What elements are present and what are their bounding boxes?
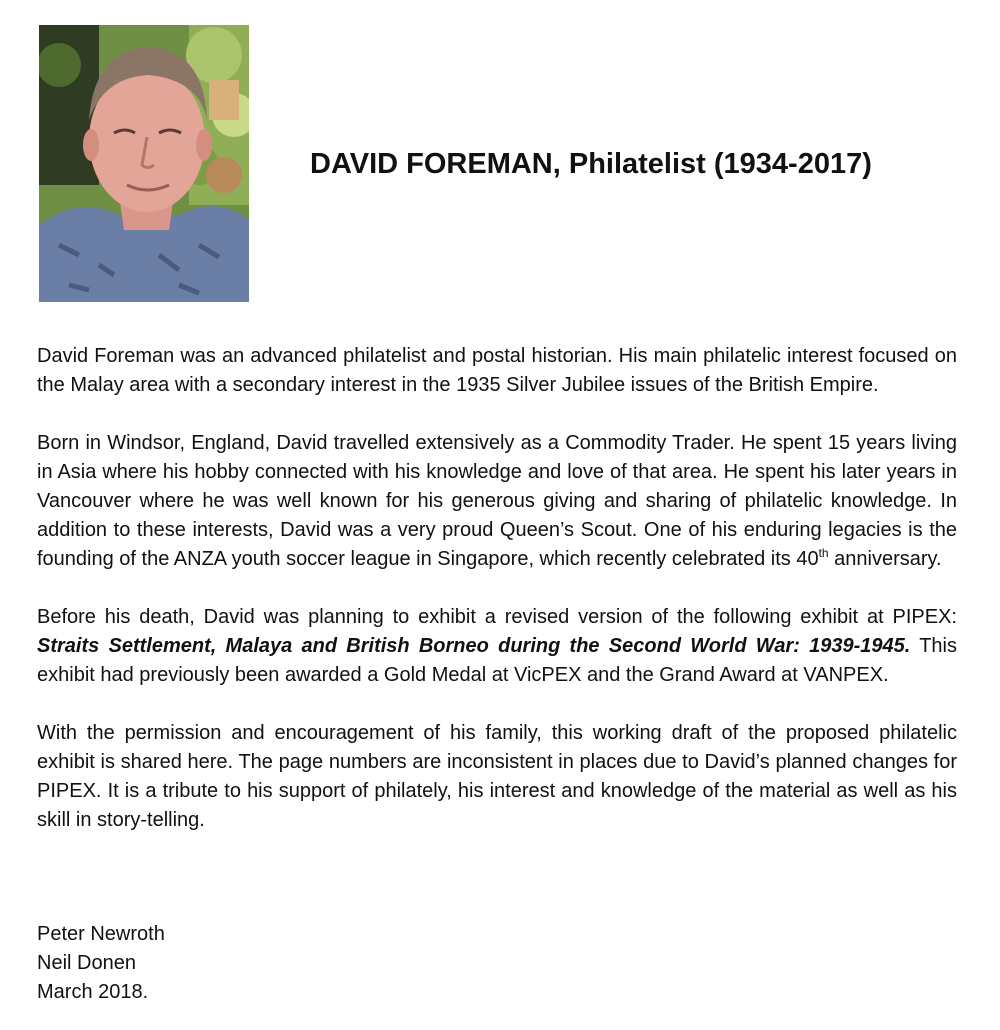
signature-date: March 2018.	[37, 981, 149, 1003]
ordinal-suffix: th	[818, 546, 829, 560]
signature-name-1: Peter Newroth	[37, 923, 165, 945]
paragraph-biography-end: anniversary.	[828, 548, 942, 570]
biography-text	[37, 342, 957, 864]
paragraph-exhibit	[37, 603, 957, 690]
portrait-image	[39, 25, 249, 302]
exhibit-title: Straits Settlement, Malaya and British Borneo during the Second World War: 1939-1945.	[37, 635, 911, 657]
page-title: DAVID FOREMAN, Philatelist (1934-2017)	[310, 148, 872, 180]
paragraph-biography	[37, 429, 957, 574]
paragraph-biography-text: Born in Windsor, England, David travelled extensively as a Commodity Trader. He spent 15 years living in Asia where his hobby connected with his knowledge and love of that area. He spent his later years in Vancouver where he was well known for his generous giving and sharing of philatelic knowledge. In addition to these interests, David was a very proud Queen’s Scout. One of his enduring legacies is the founding of the ANZA youth soccer league in Singapore, which recently celebrated its 40	[37, 432, 957, 570]
paragraph-exhibit-intro: Before his death, David was planning to exhibit a revised version of the following exhibit at PIPEX:	[37, 606, 957, 628]
paragraph-interests: David Foreman was an advanced philatelist and postal historian. His main philatelic interest focused on the Malay area with a secondary interest in the 1935 Silver Jubilee issues of the British Empire.	[37, 345, 957, 396]
paragraph-tribute: With the permission and encouragement of his family, this working draft of the proposed philatelic exhibit is shared here. The page numbers are inconsistent in places due to David’s planned changes for PIPEX. It is a tribute to his support of philately, his interest and knowledge of the material as well as his skill in story-telling.	[37, 722, 957, 831]
signature-block	[37, 920, 165, 1007]
portrait-photo	[39, 25, 249, 302]
signature-name-2: Neil Donen	[37, 952, 136, 974]
paragraph-exhibit-rest: This exhibit had previously been awarded a Gold Medal at VicPEX and the Grand Award at VANPEX.	[37, 635, 957, 686]
